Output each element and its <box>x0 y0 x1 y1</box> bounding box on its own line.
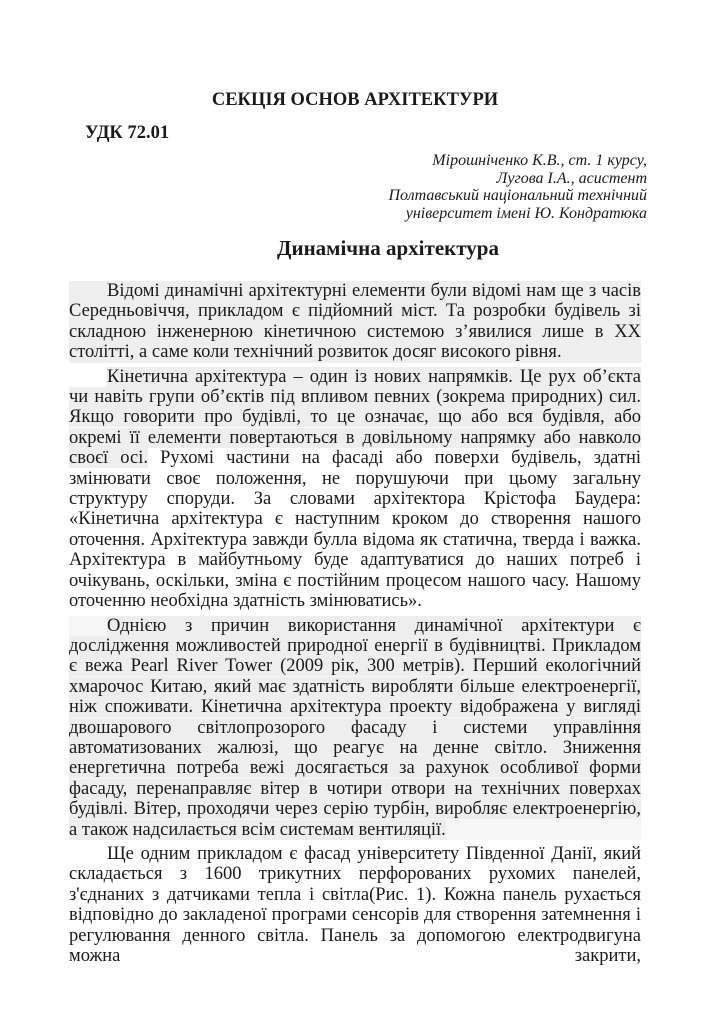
paragraph-3-text: Однією з причин використання динамічної архітектури є дослідження можливостей природної енергії в будівництві. Прикладом є вежа Pearl River Tower (2009 рік, 300 метрів). Перший екологічний хмарочос Китаю, який має здатність виробляти більше електроенергії, ніж споживати. Кінетична архітектура проекту відображена у вигляді двошарового світлопрозорого фасаду і системи управління автоматизованих жалюзі, що реагує на денне світло. Зниження енергетична потреба вежі досягається за рахунок особливої форми фасаду, перенаправляє вітер в чотири отвори на технічних поверхах будівлі. Вітер, проходячи через серію турбін, виробляє електроенергію, а також надсилається всім системам вентиляції. <box>69 615 641 840</box>
paragraph-2 <box>69 367 641 612</box>
article-title: Динамічна архітектура <box>277 236 499 260</box>
paragraph-2-text: Рухомі частини на фасаді або поверхи будівель, здатні змінювати своє положення, не порушуючи при цьому загальну структуру споруди. За словами архітектора Крістофа Баудера: «Кінетична архітектура є наступним кроком до створення нашого оточення. Архітектура завжди булла відома як статична, тверда і важка. Архітектура в майбутньому буде адаптуватися до наших потреб і очікувань, оскільки, зміна є постійним процесом нашого часу. Нашому оточенню необхідна здатність змінюватись». <box>69 448 641 612</box>
section-header: СЕКЦІЯ ОСНОВ АРХІТЕКТУРИ <box>211 90 499 110</box>
paragraph-2-highlighted-text: Кінетична архітектура – один із нових напрямків. Це рух об’єкта чи навіть групи об’єктів під впливом певних (зокрема природних) сил. Якщо говорити про будівлі, то це означає, що або вся будівля, або окремі її елементи повертаються в довільному напрямку або навколо своєї осі. <box>69 366 641 469</box>
paragraph-3 <box>69 616 641 840</box>
author-line-2: Лугова І.А., асистент <box>496 169 647 187</box>
udc-code: УДК 72.01 <box>85 123 170 143</box>
paragraph-4 <box>69 844 641 966</box>
paragraph-1 <box>69 281 641 363</box>
author-line-3: Полтавський національний технічний <box>388 187 647 204</box>
author-block <box>69 152 647 222</box>
author-line-1: Мірошніченко К.В., ст. 1 курсу, <box>432 152 647 169</box>
author-line-4: університет імені Ю. Кондратюка <box>405 204 647 222</box>
paragraph-1-text: Відомі динамічні архітектурні елементи були відомі нам ще з часів Середньовіччя, прикладом є підйомний міст. Та розробки будівель зі складною інженерною кінетичною системою з’явилися лише в ХХ столітті, а саме коли технічний розвиток досяг високого рівня. <box>69 281 641 363</box>
paragraph-4-text: Ще одним прикладом є фасад університету Південної Данії, який складається з 1600 трикутних перфорованих рухомих панелей, з'єднаних з датчиками тепла і світла(Рис. 1). Кожна панель рухається відповідно до закладеної програми сенсорів для створення затемнення і регулювання денного світла. Панель за допомогою електродвигуна можна закрити, <box>69 843 641 966</box>
